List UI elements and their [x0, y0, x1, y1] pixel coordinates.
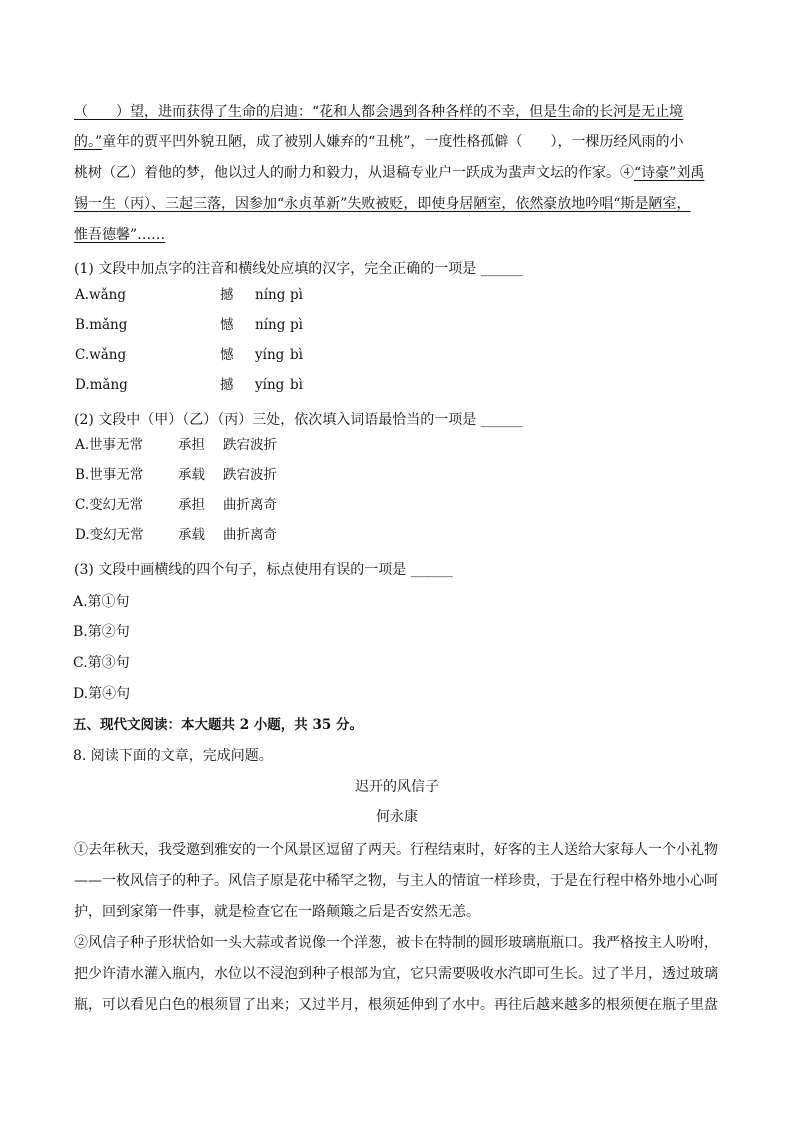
passage-line-3-underlined: “诗豪”刘禹 [634, 165, 705, 181]
option-pinyin-2: níng [255, 317, 286, 333]
article-paragraph-2-line-2: 把少许清水灌入瓶内，水位以不浸泡到种子根部为宜，它只需要吸收水汽即可生长。过了半月，透过玻璃 [74, 966, 718, 982]
question-1-option-c [75, 345, 303, 365]
option-pinyin-2: yíng [255, 347, 285, 363]
option-pinyin-3: bì [290, 347, 303, 363]
option-pinyin-1: D.mǎng [75, 377, 128, 393]
question-1-stem: (1) 文段中加点字的注音和横线处应填的汉字，完全正确的一项是 ______ [74, 261, 523, 277]
option-word-1: A.世事无常 [75, 437, 144, 453]
question-8-prompt: 8. 阅读下面的文章，完成问题。 [73, 748, 273, 764]
option-pinyin-3: pì [290, 287, 303, 303]
question-2-option-d [75, 525, 277, 545]
option-word-2: 承载 [178, 527, 205, 543]
passage-line-3 [74, 163, 704, 183]
article-paragraph-2-line-3: 瓶，可以看见白色的根须冒了出来；又过半月，根须延伸到了水中。再往后越来越多的根须便在瓶子里盘 [74, 997, 718, 1013]
question-1-option-d [75, 375, 303, 395]
article-paragraph-1-line-2: ——一枚风信子的种子。风信子原是花中稀罕之物，与主人的情谊一样珍贵，于是在行程中格外地小心呵 [74, 873, 718, 889]
option-pinyin-1: A.wǎng [75, 287, 126, 303]
option-pinyin-3: pì [290, 317, 303, 333]
option-char-1: 撼 [220, 287, 234, 303]
option-char-1: 憾 [220, 317, 234, 333]
question-1-option-a [75, 285, 303, 305]
article-paragraph-2-line-1: ②风信子种子形状恰如一头大蒜或者说像一个洋葱，被卡在特制的圆形玻璃瓶瓶口。我严格按主人吩咐， [74, 935, 718, 951]
option-word-1: B.世事无常 [75, 467, 144, 483]
question-2-option-b [75, 465, 277, 485]
question-2-option-c [75, 495, 277, 515]
question-1-option-b [75, 315, 303, 335]
passage-line-3-text: 桃树（乙）着他的梦，他以过人的耐力和毅力，从退稿专业户一跃成为蜚声文坛的作家。④ [74, 165, 634, 181]
question-3-option-b: B.第②句 [73, 624, 130, 640]
question-2-stem: (2) 文段中（甲）（乙）（丙）三处，依次填入词语最恰当的一项是 ______ [74, 412, 523, 428]
passage-line-5: 惟吾德馨”…… [74, 227, 166, 243]
question-3-option-c: C.第③句 [73, 655, 130, 671]
option-char-1: 憾 [220, 347, 234, 363]
option-pinyin-2: níng [255, 287, 286, 303]
option-pinyin-1: B.mǎng [75, 317, 128, 333]
option-word-3: 曲折离奇 [223, 527, 277, 543]
article-paragraph-1-line-1: ①去年秋天，我受邀到雅安的一个风景区逗留了两天。行程结束时，好客的主人送给大家每人一个小礼物 [74, 842, 718, 858]
option-pinyin-2: yíng [255, 377, 285, 393]
option-word-1: C.变幻无常 [75, 497, 144, 513]
section-heading: 五、现代文阅读：本大题共 2 小题，共 35 分。 [73, 717, 363, 733]
article-author: 何永康 [376, 809, 418, 825]
article-paragraph-1-line-3: 护，回到家第一件事，就是检查它在一路颠簸之后是否安然无恙。 [74, 904, 480, 920]
question-3-stem: (3) 文段中画横线的四个句子，标点使用有误的一项是 ______ [74, 562, 453, 578]
option-pinyin-1: C.wǎng [75, 347, 127, 363]
passage-line-1: （ ）望，进而获得了生命的启迪：“花和人都会遇到各种各样的不幸，但是生命的长河是无止境 [74, 104, 684, 120]
option-pinyin-3: bì [290, 377, 303, 393]
option-word-2: 承担 [178, 497, 205, 513]
option-word-3: 跌宕波折 [223, 467, 277, 483]
option-word-3: 曲折离奇 [223, 497, 277, 513]
option-char-1: 撼 [220, 377, 234, 393]
passage-line-4: 锡一生（丙）、三起三落，因参加“永贞革新”失败被贬，即使身居陋室，依然豪放地吟唱“斯是陋室， [74, 196, 691, 212]
passage-line-2-underlined: 的。” [74, 134, 103, 150]
option-word-3: 跌宕波折 [223, 437, 277, 453]
article-title: 迟开的风信子 [355, 779, 439, 795]
question-3-option-d: D.第④句 [73, 686, 131, 702]
passage-line-2-text: 童年的贾平凹外貌丑陋，成了被别人嫌弃的“丑桃”，一度性格孤僻（ ），一棵历经风雨的小 [102, 134, 684, 150]
option-word-2: 承载 [178, 467, 205, 483]
question-2-option-a [75, 435, 277, 455]
option-word-1: D.变幻无常 [75, 527, 144, 543]
question-3-option-a: A.第①句 [73, 594, 130, 610]
passage-line-2 [74, 132, 683, 152]
option-word-2: 承担 [178, 437, 205, 453]
